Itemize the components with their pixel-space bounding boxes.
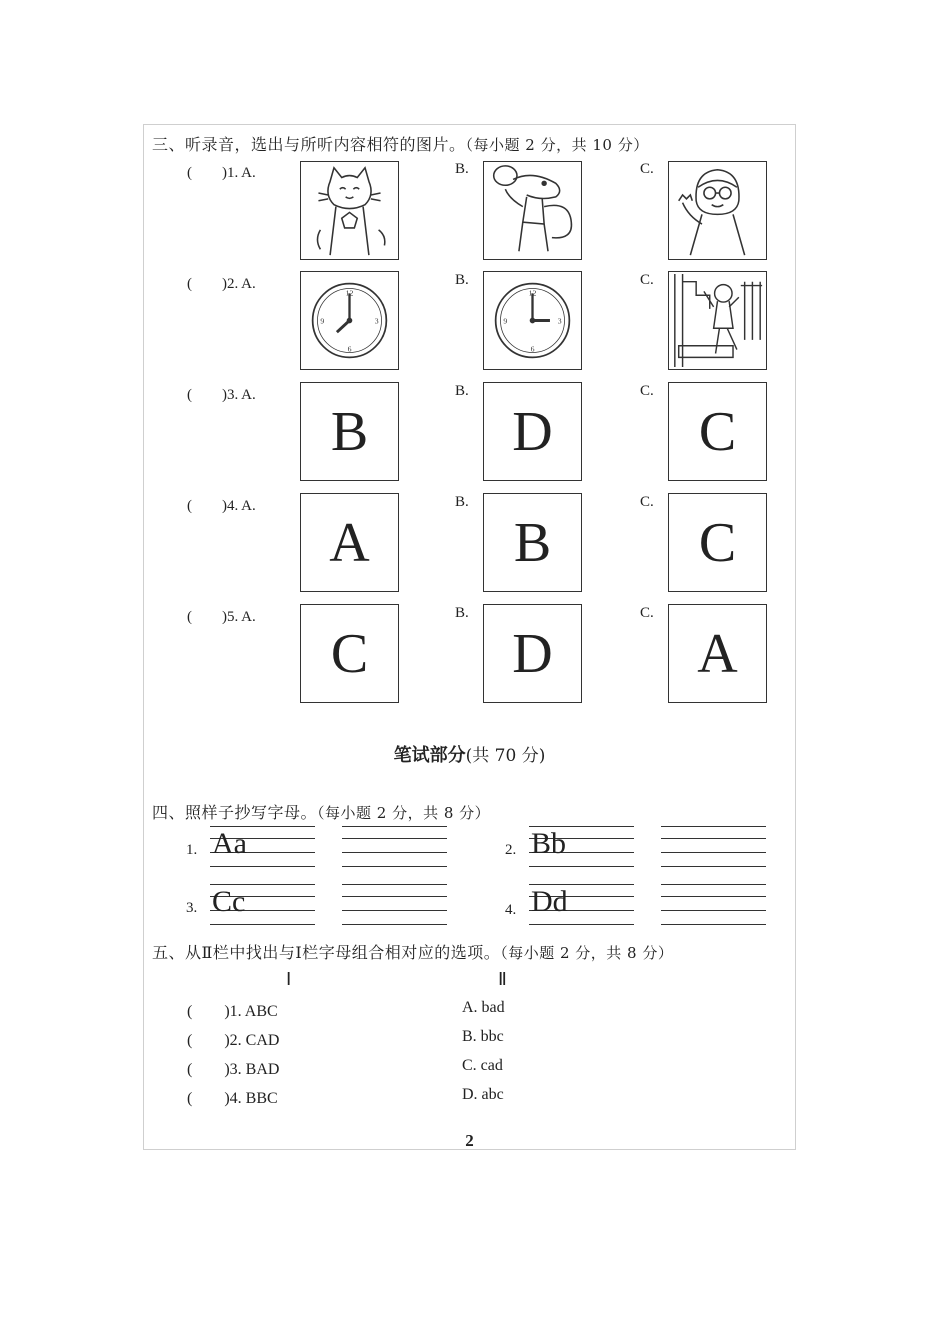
exam-page [143,124,796,1150]
svg-text:6: 6 [530,344,535,354]
section-3-heading: 三、听录音，选出与所听内容相符的图片。（每小题 2 分，共 10 分） [152,135,649,154]
question-3-label: ( )3. A. [187,387,256,403]
match-question: ( )4. BBC [187,1090,278,1107]
letter-card: C [668,382,767,481]
svg-text:9: 9 [503,316,508,326]
question-2-label: ( )2. A. [187,276,256,292]
letter-card: B [483,493,582,592]
copy-item-number: 2. [505,842,517,858]
option-b-label: B. [455,161,469,177]
option-c-label: C. [640,161,654,177]
option-b-label: B. [455,383,469,399]
letter-card: A [668,604,767,703]
svg-text:6: 6 [347,344,352,354]
option-b-label: B. [455,494,469,510]
question-4-label: ( )4. A. [187,498,256,514]
cat-icon [300,161,399,260]
girl-waving-icon [668,161,767,260]
option-c-label: C. [640,605,654,621]
match-question: ( )1. ABC [187,1003,278,1020]
copy-item-number: 4. [505,902,517,918]
sample-letters: Bb [531,827,567,860]
copy-item-number: 3. [186,900,198,916]
clock-eight-icon [300,271,399,370]
question-1-label: ( )1. A. [187,165,256,181]
copy-ruled-lines[interactable] [661,884,766,924]
page-number: 2 [465,1131,474,1150]
match-option: D. abc [462,1086,504,1103]
option-b-label: B. [455,272,469,288]
option-c-label: C. [640,383,654,399]
match-question: ( )2. CAD [187,1032,280,1049]
copy-ruled-lines[interactable] [342,884,447,924]
section-5-heading: 五、从Ⅱ栏中找出与Ⅰ栏字母组合相对应的选项。（每小题 2 分，共 8 分） [152,943,674,962]
clock-three-icon [483,271,582,370]
svg-text:9: 9 [320,316,325,326]
option-c-label: C. [640,494,654,510]
copy-ruled-lines[interactable] [661,826,766,866]
girl-stairs-icon [668,271,767,370]
match-option: C. cad [462,1057,503,1074]
match-option: B. bbc [462,1028,504,1045]
question-5-label: ( )5. A. [187,609,256,625]
copy-ruled-lines[interactable] [342,826,447,866]
sample-letters: Cc [212,885,246,918]
letter-card: D [483,382,582,481]
svg-text:12: 12 [345,288,354,298]
svg-text:3: 3 [557,316,562,326]
letter-card: C [668,493,767,592]
letter-card: B [300,382,399,481]
sample-letters: Aa [212,827,247,860]
sample-letters: Dd [531,885,568,918]
column-1-header: Ⅰ [286,969,292,989]
match-question: ( )3. BAD [187,1061,280,1078]
match-option: A. bad [462,999,505,1016]
svg-text:12: 12 [528,288,537,298]
letter-card: A [300,493,399,592]
option-c-label: C. [640,272,654,288]
copy-item-number: 1. [186,842,198,858]
written-part-title: 笔试部分(共 70 分) [393,745,546,766]
option-b-label: B. [455,605,469,621]
letter-card: D [483,604,582,703]
section-4-heading: 四、照样子抄写字母。（每小题 2 分，共 8 分） [152,803,491,822]
column-2-header: Ⅱ [498,969,507,989]
letter-card: C [300,604,399,703]
svg-text:3: 3 [374,316,379,326]
mouse-icon [483,161,582,260]
